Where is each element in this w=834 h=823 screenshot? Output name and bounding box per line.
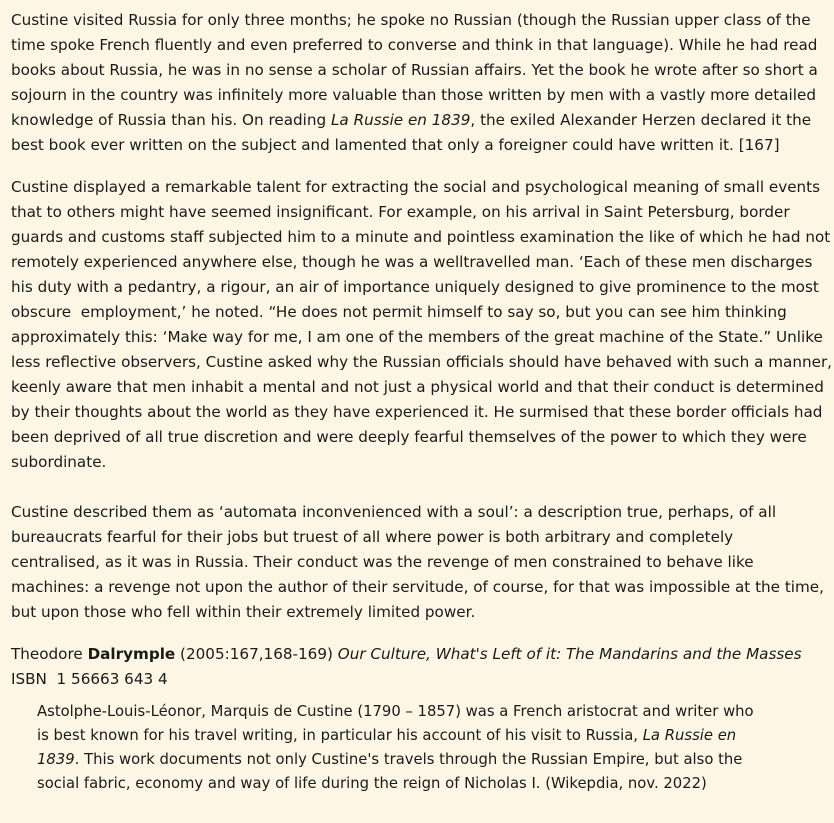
- text-line: by their thoughts about the world as they have experienced it. He surmised that these border officials had: [11, 403, 823, 421]
- book-title-italic: La Russie en 1839: [330, 111, 471, 129]
- text-fragment: is best known for his travel writing, in particular his account of his visit to Russia,: [37, 727, 643, 744]
- text-line: obscure employment,’ he noted. “He does not permit himself to say so, but you can see him thinking: [11, 303, 787, 321]
- text-line: books about Russia, he was in no sense a scholar of Russian affairs. Yet the book he wrote after so short a: [11, 61, 818, 79]
- text-line: bureaucrats fearful for their jobs but truest of all where power is both arbitrary and completely: [11, 528, 734, 546]
- citation: [11, 642, 823, 692]
- biographical-note: [37, 700, 757, 796]
- paragraph-custine-talent: [11, 175, 833, 475]
- text-line: Custine described them as ‘automata inconvenienced with a soul’: a description true, perhaps, of all: [11, 503, 777, 521]
- text-line: sojourn in the country was infinitely more valuable than those written by men with a vastly more detailed: [11, 86, 816, 104]
- text-line: that to others might have seemed insignificant. For example, on his arrival in Saint Petersburg, border: [11, 203, 790, 221]
- author-last-name: Dalrymple: [87, 645, 176, 663]
- text-line: less reflective observers, Custine asked why the Russian officials should have behaved with such a manner,: [11, 353, 833, 371]
- text-line: been deprived of all true discretion and were deeply fearful themselves of the power to which they were: [11, 428, 807, 446]
- text-line: Custine visited Russia for only three months; he spoke no Russian (though the Russian upper class of the: [11, 11, 811, 29]
- text-line: [37, 748, 757, 772]
- text-fragment: . This work documents not only Custine's travels through the Russian Empire, but also the: [74, 751, 743, 768]
- text-line: approximately this: ‘Make way for me, I am one of the members of the great machine of the State.” Unlike: [11, 328, 823, 346]
- text-line: time spoke French fluently and even preferred to converse and think in that language). While he had read: [11, 36, 818, 54]
- citation-pages: (2005:167,168-169): [175, 645, 338, 663]
- text-line: subordinate.: [11, 453, 107, 471]
- text-line: keenly aware that men inhabit a mental and not just a physical world and that their conduct is determined: [11, 378, 824, 396]
- book-title-italic: 1839: [37, 751, 75, 768]
- text-fragment: , the exiled Alexander Herzen declared it the: [470, 111, 812, 129]
- isbn: ISBN 1 56663 643 4: [11, 670, 168, 688]
- text-line: [37, 724, 757, 748]
- text-line: centralised, as it was in Russia. Their conduct was the revenge of men constrained to behave like: [11, 553, 754, 571]
- citation-line: [11, 642, 823, 667]
- text-line: social fabric, economy and way of life during the reign of Nicholas I. (Wikepdia, nov. 2022): [37, 775, 707, 792]
- author-first-name: Theodore: [11, 645, 88, 663]
- citation-book-title: Our Culture, What's Left of it: The Mandarins and the Masses: [337, 645, 802, 663]
- book-title-italic: La Russie en: [642, 727, 737, 744]
- text-line: remotely experienced anywhere else, though he was a welltravelled man. ‘Each of these men discharges: [11, 253, 813, 271]
- text-line: his duty with a pedantry, a rigour, an air of importance uniquely designed to give prominence to the most: [11, 278, 819, 296]
- text-line: best book ever written on the subject and lamented that only a foreigner could have written it. [167]: [11, 136, 780, 154]
- text-line: guards and customs staff subjected him to a minute and pointless examination the like of which he had not: [11, 228, 831, 246]
- text-line: [11, 108, 823, 133]
- paragraph-automata: [11, 500, 823, 625]
- text-fragment: knowledge of Russia than his. On reading: [11, 111, 331, 129]
- paragraph-custine-visit: [11, 8, 823, 158]
- text-line: but upon those who fell within their extremely limited power.: [11, 603, 476, 621]
- text-line: Custine displayed a remarkable talent for extracting the social and psychological meaning of small events: [11, 178, 821, 196]
- text-line: Astolphe-Louis-Léonor, Marquis de Custine (1790 – 1857) was a French aristocrat and writer who: [37, 703, 754, 720]
- text-line: machines: a revenge not upon the author of their servitude, of course, for that was impossible at the time,: [11, 578, 824, 596]
